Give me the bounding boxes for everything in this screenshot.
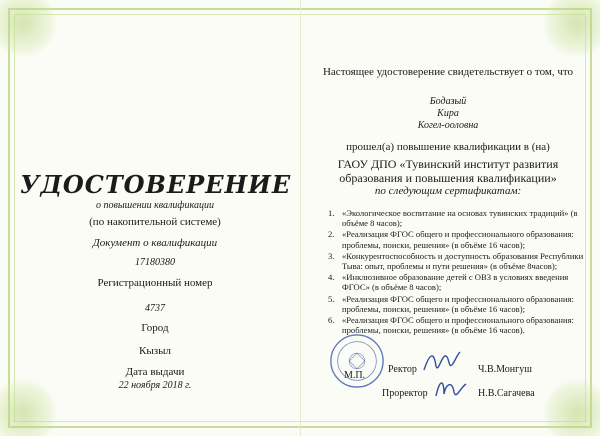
doc-number: 17180380 [135,257,175,268]
list-item: 3. «Конкурентоспособность и доступность образования Республики Тыва: опыт, проблемы и пути решения» (в объёме 8часов); [328,250,584,272]
rector-label: Ректор [388,364,417,375]
left-page [20,0,290,436]
document-title: УДОСТОВЕРЕНИЕ [20,170,292,199]
city-label: Город [141,322,169,334]
prorector-signature-icon [430,374,470,404]
system-note: (по накопительной системе) [89,216,221,228]
list-item: 1. «Экологическое воспитание на основах тувинских традиций» (в объёме 8 часов); [328,208,578,229]
seal-stamp-icon [328,332,386,390]
list-item: 2. «Реализация ФГОС общего и профессионального образования: проблемы, поиски, решения» (в объёме 16 часов); [328,229,574,250]
list-item: 4. «Инклюзивное образование детей с ОВЗ в условиях введения ФГОС» (в объёме 8 часов); [328,272,569,293]
document-subtitle: о повышении квалификации [96,200,214,211]
issue-date-value: 22 ноября 2018 г. [118,380,192,391]
surname: Бодазый [429,96,467,107]
list-item: 5. «Реализация ФГОС общего и профессионального образования: проблемы, поиски, решения» (в объёме 16 часов); [328,293,574,314]
rector-name: Ч.В.Монгуш [478,364,532,375]
right-page [308,0,588,436]
intro-text: Настоящее удостоверение свидетельствует о том, что [322,66,574,78]
city-value: Кызыл [139,345,171,357]
first-name: Кира [437,108,459,119]
prorector-name: Н.В.Сагачева [478,388,535,399]
certificates-heading: по следующим сертификатам: [374,185,522,197]
list-item: 6. «Реализация ФГОС общего и профессионального образования: проблемы, поиски, решения» (в объёме 16 часов). [328,315,574,336]
prorector-label: Проректор [382,388,428,399]
reg-number-label: Регистрационный номер [97,277,213,289]
page-fold [300,0,301,436]
doc-type: Документ о квалификации [92,237,218,249]
seal-label: М.П. [344,370,366,381]
organization-line-2: образования и повышения квалификации» [339,171,557,185]
issue-date-label: Дата выдачи [125,366,185,378]
reg-number-value: 4737 [145,303,165,314]
passed-text: прошел(а) повышение квалификации в (на) [346,141,550,153]
patronymic: Когел-ооловна [417,120,479,131]
organization-line-1: ГАОУ ДПО «Тувинский институт развития [337,157,559,171]
certificate-list [328,208,586,336]
